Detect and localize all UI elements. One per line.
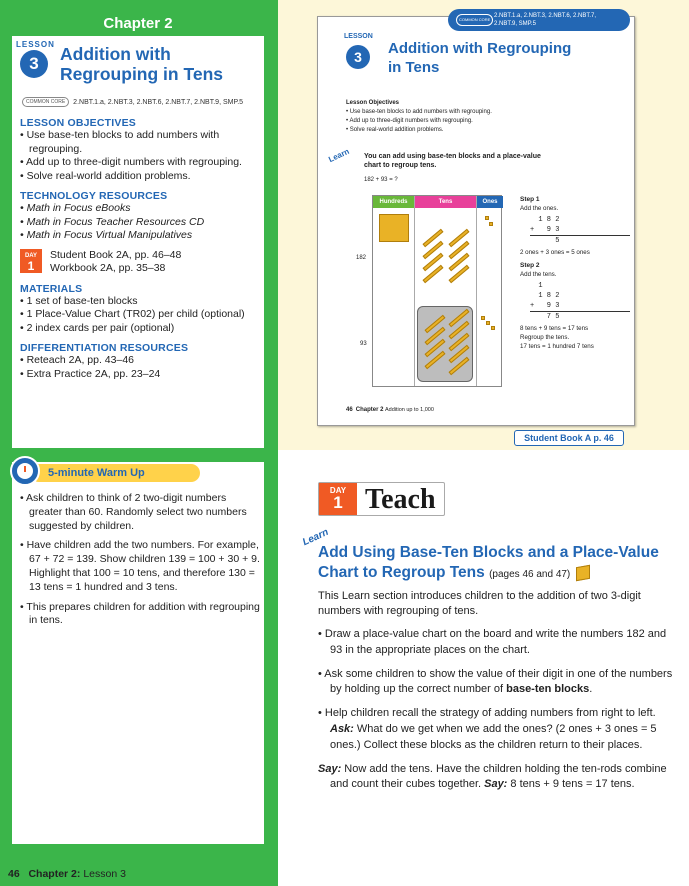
common-core-logo: COMMON CORE bbox=[22, 97, 69, 107]
sb-equation: 182 + 93 = ? bbox=[364, 177, 398, 183]
sb-learn-text: You can add using base-ten blocks and a place-value chart to regroup tens. bbox=[364, 153, 541, 169]
teach-step-bold: base-ten blocks bbox=[506, 683, 590, 696]
lesson-header bbox=[12, 36, 264, 94]
teach-step-text: 8 tens + 9 tens = 17 tens. bbox=[507, 778, 635, 791]
learn-heading bbox=[318, 543, 678, 585]
material-item: • 1 Place-Value Chart (TR02) per child (optional) bbox=[20, 308, 245, 320]
sb-title-line1: Addition with Regrouping bbox=[388, 40, 572, 57]
step2-note: 17 tens = 1 hundred 7 tens bbox=[520, 343, 594, 350]
lesson-overview-panel bbox=[12, 12, 264, 448]
student-book-ref: Student Book 2A, pp. 46–48 bbox=[50, 248, 182, 261]
workbook-ref: Workbook 2A, pp. 35–38 bbox=[50, 262, 166, 274]
warm-up-item: • This prepares children for addition with regrouping in tens. bbox=[20, 600, 260, 627]
tech-item: • Math in Focus eBooks bbox=[20, 202, 131, 214]
say-label: Say: bbox=[484, 778, 508, 791]
teach-step bbox=[318, 667, 680, 699]
sb-objective-item: • Use base-ten blocks to add numbers with regrouping. bbox=[346, 108, 492, 117]
hundred-flat-block bbox=[379, 214, 409, 242]
step2-note: Regroup the tens. bbox=[520, 334, 570, 341]
lesson-number-badge: 3 bbox=[20, 50, 48, 78]
warm-up-item: • Have children add the two numbers. For example, 67 + 72 = 139. Show children 139 = 100 + 30 + 9. Highlight that 100 = 10 tens, and therefore 130 = 13 tens = 1 hundred and 3 tens. bbox=[20, 539, 260, 593]
tech-heading: TECHNOLOGY RESOURCES bbox=[20, 190, 168, 202]
material-item: • 2 index cards per pair (optional) bbox=[20, 321, 175, 334]
objectives-section bbox=[12, 117, 264, 243]
unit-cube bbox=[485, 216, 489, 220]
sb-lesson-word: LESSON bbox=[344, 33, 373, 40]
material-item: • 1 set of base-ten blocks bbox=[20, 294, 138, 307]
diff-item: • Reteach 2A, pp. 43–46 bbox=[20, 354, 135, 366]
sb-learn-label: Learn bbox=[327, 146, 351, 165]
materials-section bbox=[12, 283, 264, 382]
tens-header: Tens bbox=[415, 196, 476, 208]
sb-steps bbox=[520, 195, 630, 351]
teach-step: • Draw a place-value chart on the board and write the numbers 182 and 93 in the appropriate places on the chart. bbox=[318, 628, 667, 656]
teach-step bbox=[318, 762, 680, 794]
sb-objectives bbox=[346, 99, 492, 135]
footer-lesson: Lesson 3 bbox=[83, 868, 126, 880]
objective-item: • Solve real-world addition problems. bbox=[20, 169, 191, 182]
tech-item: • Math in Focus Virtual Manipulatives bbox=[20, 229, 193, 241]
materials-heading: MATERIALS bbox=[20, 282, 83, 295]
learn-pages: (pages 46 and 47) bbox=[489, 569, 571, 580]
teach-title: Teach bbox=[365, 484, 436, 515]
warm-up-item: • Ask children to think of 2 two-digit numbers greater than 60. Randomly select two numbers suggested by children. bbox=[20, 492, 247, 532]
step2-computation bbox=[530, 281, 630, 322]
unit-cube bbox=[481, 316, 485, 320]
unit-cube bbox=[486, 321, 490, 325]
standards-text: 2.NBT.1.a, 2.NBT.3, 2.NBT.6, 2.NBT.7, 2.NBT.9, SMP.5 bbox=[73, 98, 244, 106]
teach-step-text: What do we get when we add the ones? (2 ones + 3 ones = 5 ones.) Collect these blocks as the children return to their places. bbox=[330, 722, 657, 751]
teach-day-badge bbox=[319, 483, 357, 515]
sb-title-line2: in Tens bbox=[388, 59, 440, 76]
sb-footer bbox=[346, 407, 434, 413]
step2-row: + 9 3 bbox=[530, 301, 630, 312]
ask-label: Ask: bbox=[330, 722, 354, 735]
sb-objective-item: • Add up to three-digit numbers with regrouping. bbox=[346, 117, 492, 126]
sb-objectives-heading: Lesson Objectives bbox=[346, 100, 400, 106]
teach-day-number: 1 bbox=[333, 493, 343, 512]
sb-lesson-badge: 3 bbox=[346, 45, 370, 69]
place-value-chart bbox=[372, 195, 502, 387]
tech-item: • Math in Focus Teacher Resources CD bbox=[20, 215, 205, 228]
teach-step-text: . bbox=[589, 683, 593, 696]
day-resources bbox=[12, 243, 264, 276]
step1-row: 1 8 2 bbox=[530, 216, 560, 224]
sb-objective-item: • Solve real-world addition problems. bbox=[346, 126, 492, 135]
diff-item: • Extra Practice 2A, pp. 23–24 bbox=[20, 367, 161, 380]
objectives-heading: LESSON OBJECTIVES bbox=[20, 117, 137, 129]
lesson-title bbox=[60, 44, 223, 84]
hundreds-header: Hundreds bbox=[373, 196, 414, 208]
sb-standards-line1: 2.NBT.1.a, 2.NBT.3, 2.NBT.6, 2.NBT.7, bbox=[494, 13, 597, 19]
learn-intro: This Learn section introduces children to the addition of two 3-digit numbers with regrouping of tens. bbox=[318, 590, 641, 617]
step1-note: 2 ones + 3 ones = 5 ones bbox=[520, 249, 590, 256]
day-badge bbox=[20, 249, 42, 273]
lesson-title-line1: Addition with bbox=[60, 44, 171, 64]
learn-label: Learn bbox=[300, 526, 331, 549]
step2-text: Add the tens. bbox=[520, 271, 557, 278]
day-label: DAY bbox=[24, 252, 38, 259]
student-book-page bbox=[317, 13, 635, 426]
sb-footer-chapter: Chapter 2 bbox=[355, 407, 384, 413]
sb-label-182: 182 bbox=[356, 255, 367, 261]
clock-icon bbox=[10, 456, 40, 486]
step1-row: + 9 3 bbox=[530, 225, 630, 236]
chapter-bar: Chapter 2 bbox=[12, 12, 264, 36]
step1-text: Add the ones. bbox=[520, 205, 559, 212]
step2-note: 8 tens + 9 tens = 17 tens bbox=[520, 325, 589, 332]
teach-steps bbox=[318, 627, 680, 801]
objective-item: • Use base-ten blocks to add numbers with regrouping. bbox=[20, 129, 220, 155]
teach-banner bbox=[318, 482, 445, 516]
page-number: 46 bbox=[8, 868, 20, 880]
day-books bbox=[50, 249, 181, 276]
unit-cube bbox=[491, 326, 495, 330]
teach-step bbox=[318, 706, 680, 753]
step2-row: 1 8 2 bbox=[530, 292, 560, 300]
step2-title: Step 2 bbox=[520, 262, 540, 269]
unit-cube bbox=[489, 222, 493, 226]
objective-item: • Add up to three-digit numbers with regrouping. bbox=[20, 156, 242, 168]
lesson-title-line2: Regrouping in Tens bbox=[60, 64, 224, 84]
step1-computation bbox=[530, 215, 630, 246]
step2-row: 1 bbox=[530, 282, 543, 290]
step2-row: 7 5 bbox=[530, 313, 560, 321]
learn-heading-text: Add Using Base-Ten Blocks and a Place-Value Chart to Regroup Tens bbox=[318, 544, 659, 581]
step1-row: 5 bbox=[530, 237, 560, 245]
sb-common-core-logo: COMMON CORE bbox=[456, 14, 493, 26]
page-footer bbox=[8, 868, 126, 880]
sb-title bbox=[388, 39, 571, 77]
day-number: 1 bbox=[27, 258, 35, 273]
sb-page-number: 46 bbox=[346, 407, 353, 413]
teach-step-text: • Ask some children to show the value of their digit in one of the numbers by holding up the correct number of bbox=[318, 667, 673, 696]
warm-up-panel bbox=[12, 462, 264, 844]
teach-step-text: Now add the tens. Have the children holding the ten-rods combine and count their cubes together. bbox=[330, 762, 667, 791]
teach-step-text: • Help children recall the strategy of adding numbers from right to left. bbox=[318, 707, 656, 720]
student-book-tag: Student Book A p. 46 bbox=[514, 430, 624, 446]
say-label: Say: bbox=[318, 762, 342, 775]
teach-day-label: DAY bbox=[329, 486, 347, 495]
lesson-word: LESSON bbox=[16, 40, 55, 49]
sb-standards-line2: 2.NBT.9, SMP.5 bbox=[494, 21, 536, 27]
warm-up-list bbox=[20, 492, 260, 634]
diff-heading: DIFFERENTIATION RESOURCES bbox=[20, 342, 189, 354]
warm-up-title: 5-minute Warm Up bbox=[30, 464, 200, 482]
sb-label-93: 93 bbox=[360, 341, 367, 347]
footer-chapter: Chapter 2: bbox=[28, 868, 81, 880]
sb-footer-title: Addition up to 1,000 bbox=[384, 407, 434, 413]
common-core-standards bbox=[12, 94, 264, 110]
ones-header: Ones bbox=[477, 196, 503, 208]
warm-up-header bbox=[12, 462, 264, 484]
step1-title: Step 1 bbox=[520, 196, 540, 203]
standards-pill bbox=[448, 9, 630, 31]
base-ten-cube-icon bbox=[576, 565, 590, 581]
